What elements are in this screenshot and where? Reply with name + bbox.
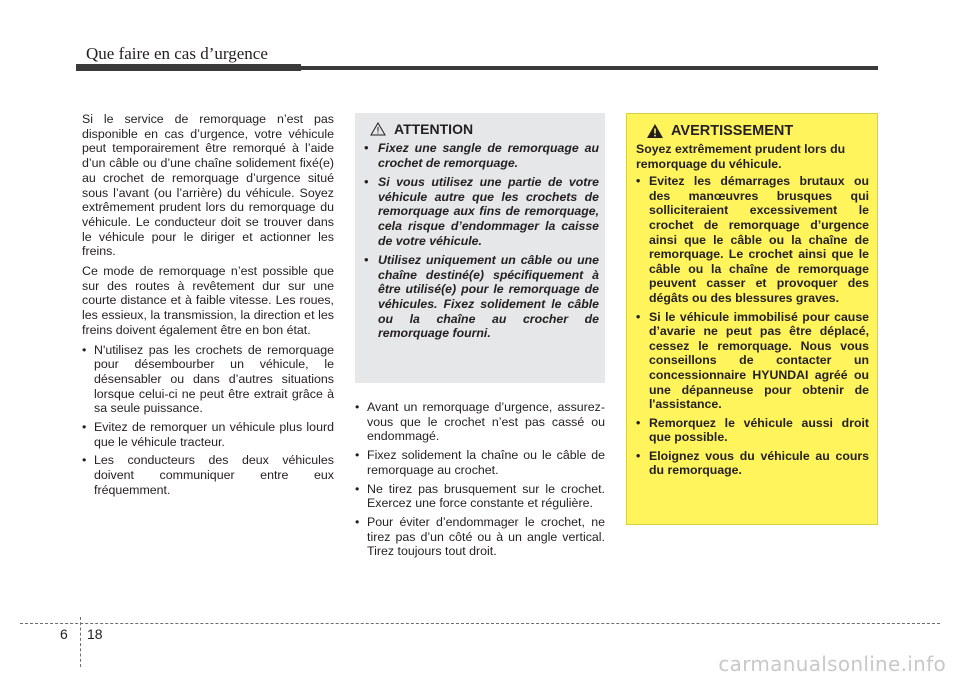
page-number-separator — [80, 617, 81, 667]
left-column — [82, 112, 334, 502]
attention-box — [355, 113, 605, 383]
warning-list — [636, 174, 869, 478]
page-number: 18 — [87, 626, 103, 642]
watermark: carmanualsonline.info — [718, 652, 946, 676]
chapter-number: 6 — [60, 626, 68, 642]
warning-intro: Soyez extrêmement prudent lors du remorquage du véhicule. — [636, 142, 846, 171]
list-item: • Ne tirez pas brusquement sur le crochet. Exercez une force constante et régulière. — [355, 482, 605, 511]
paragraph-1: Si le service de remorquage n’est pas disponible en cas d’urgence, votre véhicule peut temporairement être remorqué à l’aide d’un câble ou d’une chaîne solidement fixé(e) au crochet de remorquage d’urgence situé sous l’avant (ou l’arrière) du véhicule. Soyez extrêmement prudent lors du remorquage du véhicule. Le conducteur doit se trouver dans le véhicule pour le diriger et actionner les freins. — [82, 112, 334, 259]
list-item: • Pour éviter d’endommager le crochet, ne tirez pas d’un côté ou à un angle vertical. Tirez toujours tout droit. — [355, 515, 605, 559]
warning-title: AVERTISSEMENT — [671, 123, 794, 139]
list-item: • Si vous utilisez une partie de votre véhicule autre que les crochets de remorquage aux fins de remorquage, cela risque d’endommager la caisse de votre véhicule. — [362, 175, 599, 248]
list-item: • Utilisez uniquement un câble ou une chaîne destiné(e) spécifiquement à être utilisé(e) pour le remorquage de véhicules. Fixez solidement le câble ou la chaîne au crocher de remorquage fourni. — [362, 253, 599, 341]
middle-bullet-list — [355, 400, 605, 559]
list-item: • Si le véhicule immobilisé pour cause d’avarie ne peut pas être déplacé, cessez le remorquage. Nous vous conseillons de contacter un concessionnaire HYUNDAI agréé ou une dépanneuse pour obtenir de l'assistance. — [636, 310, 869, 412]
attention-list — [362, 141, 599, 341]
warning-box — [626, 113, 878, 525]
attention-title: ATTENTION — [394, 121, 474, 137]
list-item: • Fixez une sangle de remorquage au crochet de remorquage. — [362, 141, 599, 170]
warning-triangle-filled-icon — [646, 123, 664, 139]
list-item: • Les conducteurs des deux véhicules doivent communiquer entre eux fréquemment. — [82, 453, 334, 497]
warning-title-row — [636, 123, 869, 139]
list-item: • Remorquez le véhicule aussi droit que possible. — [636, 416, 869, 445]
header-rule — [76, 66, 878, 70]
middle-column-list — [355, 400, 605, 563]
list-item: • Avant un remorquage d’urgence, assurez-vous que le crochet n’est pas cassé ou endommagé. — [355, 400, 605, 444]
footer-rule — [20, 623, 940, 624]
list-item: • N'utilisez pas les crochets de remorquage pour désembourber un véhicule, le désensabler ou dans d’autres situations lorsque celui-ci ne peut être extrait grâce à sa seule puissance. — [82, 343, 334, 417]
warning-triangle-outline-icon — [370, 122, 386, 136]
page-header-title: Que faire en cas d’urgence — [86, 44, 268, 63]
list-item: • Eloignez vous du véhicule au cours du remorquage. — [636, 449, 869, 478]
left-bullet-list — [82, 343, 334, 498]
list-item: • Evitez les démarrages brutaux ou des manœuvres brusques qui solliciteraient excessivement le crochet de remorquage d’urgence ainsi que le câble ou la chaîne de remorquage. Le crochet ainsi que le câble ou la chaîne de remorquage peuvent casser et provoquer des dégâts ou des blessures graves. — [636, 174, 869, 305]
paragraph-2: Ce mode de remorquage n’est possible que sur des routes à revêtement dur sur une courte distance et à faible vitesse. Les roues, les essieux, la transmission, la direction et les freins doivent également être en bon état. — [82, 264, 334, 337]
list-item: • Fixez solidement la chaîne ou le câble de remorquage au crochet. — [355, 448, 605, 477]
attention-title-row — [362, 121, 599, 137]
list-item: • Evitez de remorquer un véhicule plus lourd que le véhicule tracteur. — [82, 420, 334, 449]
